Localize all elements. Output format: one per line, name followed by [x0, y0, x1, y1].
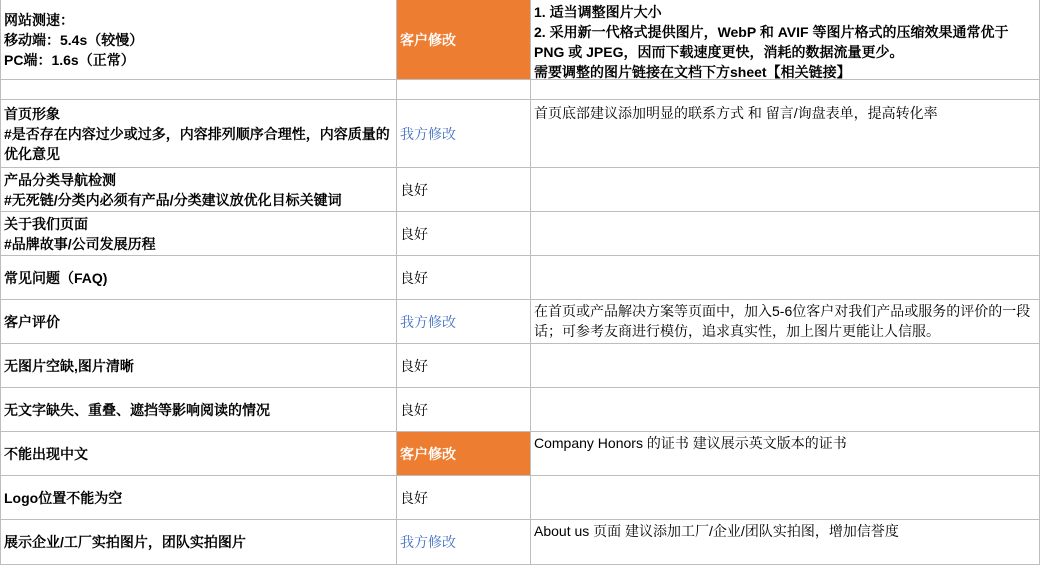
- cell-speed-test[interactable]: [0, 0, 397, 80]
- item-title: 常见问题（FAQ): [4, 269, 108, 286]
- cell-suggestion[interactable]: [531, 432, 1040, 476]
- status-label: 良好: [400, 489, 428, 506]
- item-title: 产品分类导航检测: [4, 171, 116, 188]
- cell-suggestion[interactable]: [531, 168, 1040, 212]
- suggestion-text: 在首页或产品解决方案等页面中，加入5-6位客户对我们产品或服务的评价的一段话；可参考友商进行模仿，追求真实性，加上图片更能让人信服。: [534, 303, 1031, 339]
- status-label: 客户修改: [400, 31, 456, 48]
- item-title: 展示企业/工厂实拍图片，团队实拍图片: [4, 534, 246, 550]
- recommendation-line-3: 需要调整的图片链接在文档下方sheet【相关链接】: [534, 64, 851, 80]
- recommendation-line-1: 1. 适当调整图片大小: [534, 4, 662, 20]
- cell-about-page[interactable]: [0, 212, 397, 256]
- cell-no-chinese[interactable]: [0, 432, 397, 476]
- empty-cell[interactable]: [397, 80, 531, 100]
- cell-text-check[interactable]: [0, 388, 397, 432]
- cell-images-check[interactable]: [0, 344, 397, 388]
- status-cell-header[interactable]: [397, 0, 531, 80]
- status-label: 客户修改: [400, 445, 456, 462]
- status-label: 我方修改: [400, 534, 456, 550]
- cell-factory-photos[interactable]: [0, 520, 397, 565]
- status-cell[interactable]: [397, 100, 531, 168]
- cell-faq[interactable]: [0, 256, 397, 300]
- item-title: 首页形象: [4, 105, 60, 122]
- status-cell[interactable]: [397, 212, 531, 256]
- item-note: #是否存在内容过少或过多，内容排列顺序合理性，内容质量的优化意见: [4, 125, 390, 162]
- item-note: #品牌故事/公司发展历程: [4, 235, 156, 252]
- status-cell[interactable]: [397, 168, 531, 212]
- item-title: 关于我们页面: [4, 215, 88, 232]
- cell-suggestion[interactable]: [531, 212, 1040, 256]
- status-label: 良好: [400, 269, 428, 286]
- cell-suggestion[interactable]: [531, 388, 1040, 432]
- status-label: 良好: [400, 181, 428, 198]
- speed-pc: PC端：1.6s（正常）: [4, 51, 135, 68]
- status-cell[interactable]: [397, 344, 531, 388]
- item-title: 不能出现中文: [4, 445, 88, 462]
- status-cell[interactable]: [397, 300, 531, 344]
- item-title: 客户评价: [4, 313, 60, 330]
- cell-customer-reviews[interactable]: [0, 300, 397, 344]
- cell-suggestion[interactable]: [531, 476, 1040, 520]
- empty-cell[interactable]: [531, 80, 1040, 100]
- cell-suggestion[interactable]: [531, 344, 1040, 388]
- status-cell[interactable]: [397, 432, 531, 476]
- status-cell[interactable]: [397, 388, 531, 432]
- speed-title: 网站测速：: [4, 11, 74, 28]
- status-label: 我方修改: [400, 313, 456, 330]
- suggestion-text: Company Honors 的证书 建议展示英文版本的证书: [534, 435, 847, 451]
- suggestion-text: 首页底部建议添加明显的联系方式 和 留言/询盘表单，提高转化率: [534, 105, 938, 121]
- status-cell[interactable]: [397, 520, 531, 565]
- cell-speed-recommendation[interactable]: [531, 0, 1040, 80]
- recommendation-line-2: 2. 采用新一代格式提供图片，WebP 和 AVIF 等图片格式的压缩效果通常优于 PNG 或 JPEG，因而下载速度更快，消耗的数据流量更少。: [534, 24, 1009, 60]
- status-label: 良好: [400, 225, 428, 242]
- cell-homepage-image[interactable]: [0, 100, 397, 168]
- status-cell[interactable]: [397, 476, 531, 520]
- status-cell[interactable]: [397, 256, 531, 300]
- cell-suggestion[interactable]: [531, 300, 1040, 344]
- cell-suggestion[interactable]: [531, 100, 1040, 168]
- cell-suggestion[interactable]: [531, 520, 1040, 565]
- item-title: 无文字缺失、重叠、遮挡等影响阅读的情况: [4, 401, 270, 418]
- cell-category-nav[interactable]: [0, 168, 397, 212]
- cell-logo-check[interactable]: [0, 476, 397, 520]
- status-label: 良好: [400, 401, 428, 418]
- cell-suggestion[interactable]: [531, 256, 1040, 300]
- item-title: Logo位置不能为空: [4, 489, 123, 506]
- status-label: 我方修改: [400, 125, 456, 142]
- item-note: #无死链/分类内必须有产品/分类建议放优化目标关键词: [4, 191, 342, 208]
- empty-cell[interactable]: [0, 80, 397, 100]
- status-label: 良好: [400, 357, 428, 374]
- speed-mobile: 移动端：5.4s（较慢）: [4, 31, 144, 48]
- item-title: 无图片空缺,图片清晰: [4, 357, 134, 374]
- suggestion-text: About us 页面 建议添加工厂/企业/团队实拍图，增加信誉度: [534, 523, 899, 539]
